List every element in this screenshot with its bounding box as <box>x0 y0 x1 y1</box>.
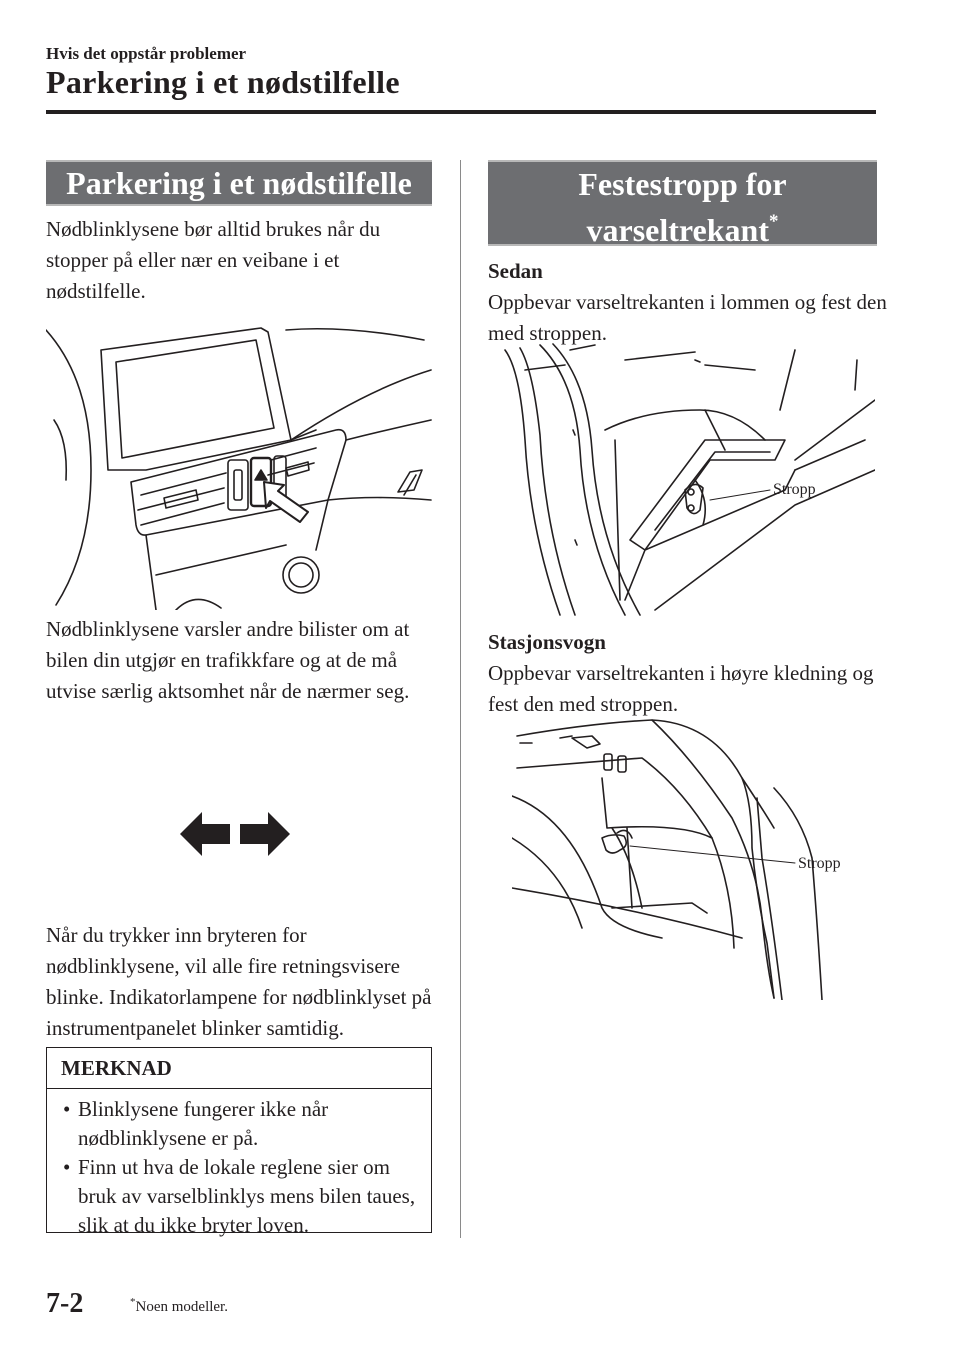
function-paragraph: Når du trykker inn bryteren for nødblinklysene, vil alle fire retningsvisere blinke. Indikatorlampene for nødblinklyset på instrumentpanelet blinker samtidig. <box>46 923 432 1040</box>
wagon-section <box>488 627 888 720</box>
section-kicker: Hvis det oppstår problemer <box>46 44 247 63</box>
sedan-trunk-illustration <box>495 340 875 620</box>
hazard-indicator-arrows-icon <box>180 810 290 858</box>
page-number: 7-2 <box>46 1288 84 1319</box>
banner-line-1: Festestropp for <box>578 166 787 202</box>
sedan-section <box>488 256 888 349</box>
note-list <box>47 1089 431 1240</box>
column-divider <box>460 160 461 1238</box>
wagon-trunk-illustration <box>512 718 876 1000</box>
sedan-heading: Sedan <box>488 259 543 283</box>
page-title: Parkering i et nødstilfelle <box>46 64 400 100</box>
note-box <box>46 1047 432 1237</box>
sedan-strap-label: Stropp <box>773 481 816 498</box>
banner-line-2: varseltrekant* <box>586 211 779 248</box>
wagon-heading: Stasjonsvogn <box>488 630 606 654</box>
intro-paragraph: Nødblinklysene bør alltid brukes når du stopper på eller nær en veibane i et nødstilfelle. <box>46 217 381 303</box>
sedan-text: Oppbevar varseltrekanten i lommen og fest den med stroppen. <box>488 290 887 345</box>
left-section-banner: Parkering i et nødstilfelle <box>46 160 432 206</box>
right-section-banner <box>488 160 877 246</box>
dashboard-hazard-switch-illustration <box>46 320 436 610</box>
note-title: MERKNAD <box>47 1048 431 1089</box>
footnote: *Noen modeller. <box>130 1296 228 1315</box>
warning-paragraph: Nødblinklysene varsler andre bilister om at bilen din utgjør en trafikkfare og at de må utvise særlig aktsomhet når de nærmer seg. <box>46 617 410 703</box>
wagon-text: Oppbevar varseltrekanten i høyre kledning og fest den med stroppen. <box>488 661 874 716</box>
footnote-marker: * <box>768 211 779 232</box>
title-rule <box>46 110 876 114</box>
note-item: • Blinklysene fungerer ikke når nødblinklysene er på. <box>63 1097 329 1150</box>
wagon-strap-label: Stropp <box>798 855 841 872</box>
note-item: • Finn ut hva de lokale reglene sier om bruk av varselblinklys mens bilen taues, slik at du ikke bryter loven. <box>63 1155 416 1237</box>
